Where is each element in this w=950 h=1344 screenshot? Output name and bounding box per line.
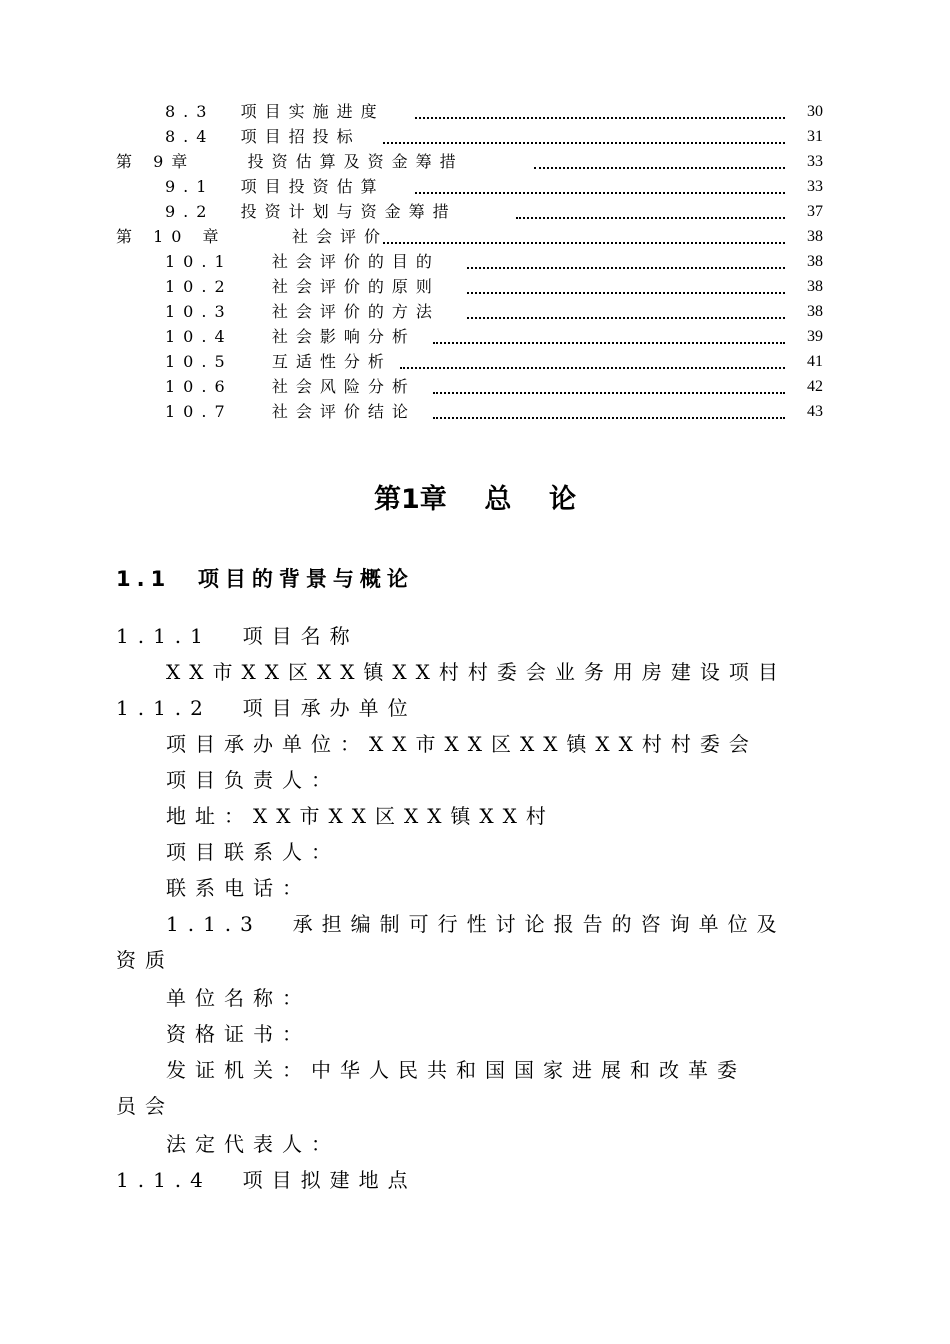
- toc-entry[interactable]: [0, 375, 950, 399]
- toc-leader-dots: [467, 265, 785, 269]
- body-text: XX市XX区XX镇XX村村委会业务用房建设项目: [166, 660, 787, 684]
- toc-entry[interactable]: [0, 325, 950, 349]
- toc-page-number: 37: [807, 203, 823, 220]
- toc-page-number: 33: [807, 153, 823, 170]
- subsection-heading: 1.1.1 项目名称: [116, 624, 359, 648]
- body-text: 联系电话：: [166, 876, 311, 900]
- toc-page-number: 38: [807, 228, 823, 245]
- toc-leader-dots: [467, 290, 785, 294]
- toc-leader-dots: [433, 390, 785, 394]
- toc-entry-label: 9.1 项目投资估算: [165, 177, 385, 196]
- toc-leader-dots: [433, 415, 785, 419]
- body-text: 资格证书：: [166, 1022, 311, 1046]
- toc-leader-dots: [433, 340, 785, 344]
- toc-leader-dots: [534, 165, 785, 169]
- toc-entry[interactable]: [0, 250, 950, 274]
- toc-entry[interactable]: [0, 350, 950, 374]
- toc-entry[interactable]: [0, 400, 950, 424]
- toc-entry-label: 10.6 社会风险分析: [165, 377, 416, 396]
- toc-entry-label: 10.7 社会评价结论: [165, 402, 416, 421]
- toc-page-number: 41: [807, 353, 823, 370]
- toc-page-number: 39: [807, 328, 823, 345]
- toc-entry-label: 10.3 社会评价的方法: [165, 302, 440, 321]
- toc-page-number: 38: [807, 303, 823, 320]
- body-text: 项目联系人：: [166, 840, 340, 864]
- toc-leader-dots: [415, 115, 785, 119]
- section-title: 1.1 项目的背景与概论: [116, 567, 414, 591]
- toc-entry-label: 10.5 互适性分析: [165, 352, 392, 371]
- toc-leader-dots: [516, 215, 785, 219]
- toc-page-number: 38: [807, 278, 823, 295]
- toc-entry[interactable]: [0, 100, 950, 124]
- body-text: 地址：XX市XX区XX镇XX村: [166, 804, 555, 828]
- body-text: 法定代表人：: [166, 1132, 340, 1156]
- toc-entry[interactable]: [0, 200, 950, 224]
- toc-leader-dots: [415, 190, 785, 194]
- toc-entry-label: 第 9章 投资估算及资金筹措: [116, 152, 464, 171]
- toc-entry[interactable]: [0, 125, 950, 149]
- toc-entry[interactable]: [0, 150, 950, 174]
- toc-page-number: 38: [807, 253, 823, 270]
- toc-entry-label: 10.2 社会评价的原则: [165, 277, 440, 296]
- toc-entry-label: 10.4 社会影响分析: [165, 327, 416, 346]
- toc-entry-label: 9.2 投资计划与资金筹措: [165, 202, 457, 221]
- toc-entry[interactable]: [0, 225, 950, 249]
- body-text: 项目负责人：: [166, 768, 340, 792]
- toc-page-number: 42: [807, 378, 823, 395]
- toc-leader-dots: [383, 240, 785, 244]
- toc-page-number: 43: [807, 403, 823, 420]
- toc-leader-dots: [467, 315, 785, 319]
- toc-entry[interactable]: [0, 275, 950, 299]
- body-text: 项目承办单位：XX市XX区XX镇XX村村委会: [166, 732, 758, 756]
- toc-entry-label: 8.4 项目招投标: [165, 127, 361, 146]
- toc-entry-label: 8.3 项目实施进度: [165, 102, 385, 121]
- toc-page-number: 31: [807, 128, 823, 145]
- body-text: 单位名称：: [166, 986, 311, 1010]
- toc-entry-label: 10.1 社会评价的目的: [165, 252, 440, 271]
- subsection-heading: 1.1.4 项目拟建地点: [116, 1168, 417, 1192]
- toc-entry-label: 第 10 章 社会评价: [116, 227, 388, 246]
- chapter-title: 第1章 总 论: [374, 484, 576, 515]
- body-text: 资质: [116, 948, 174, 972]
- toc-page-number: 33: [807, 178, 823, 195]
- subsection-heading: 1.1.2 项目承办单位: [116, 696, 417, 720]
- toc-page-number: 30: [807, 103, 823, 120]
- toc-leader-dots: [400, 365, 785, 369]
- toc-leader-dots: [383, 140, 785, 144]
- body-text: 员会: [116, 1094, 174, 1118]
- toc-entry[interactable]: [0, 175, 950, 199]
- subsection-heading: 1.1.3 承担编制可行性讨论报告的咨询单位及: [166, 912, 786, 936]
- toc-entry[interactable]: [0, 300, 950, 324]
- body-text: 发证机关：中华人民共和国国家进展和改革委: [166, 1058, 746, 1082]
